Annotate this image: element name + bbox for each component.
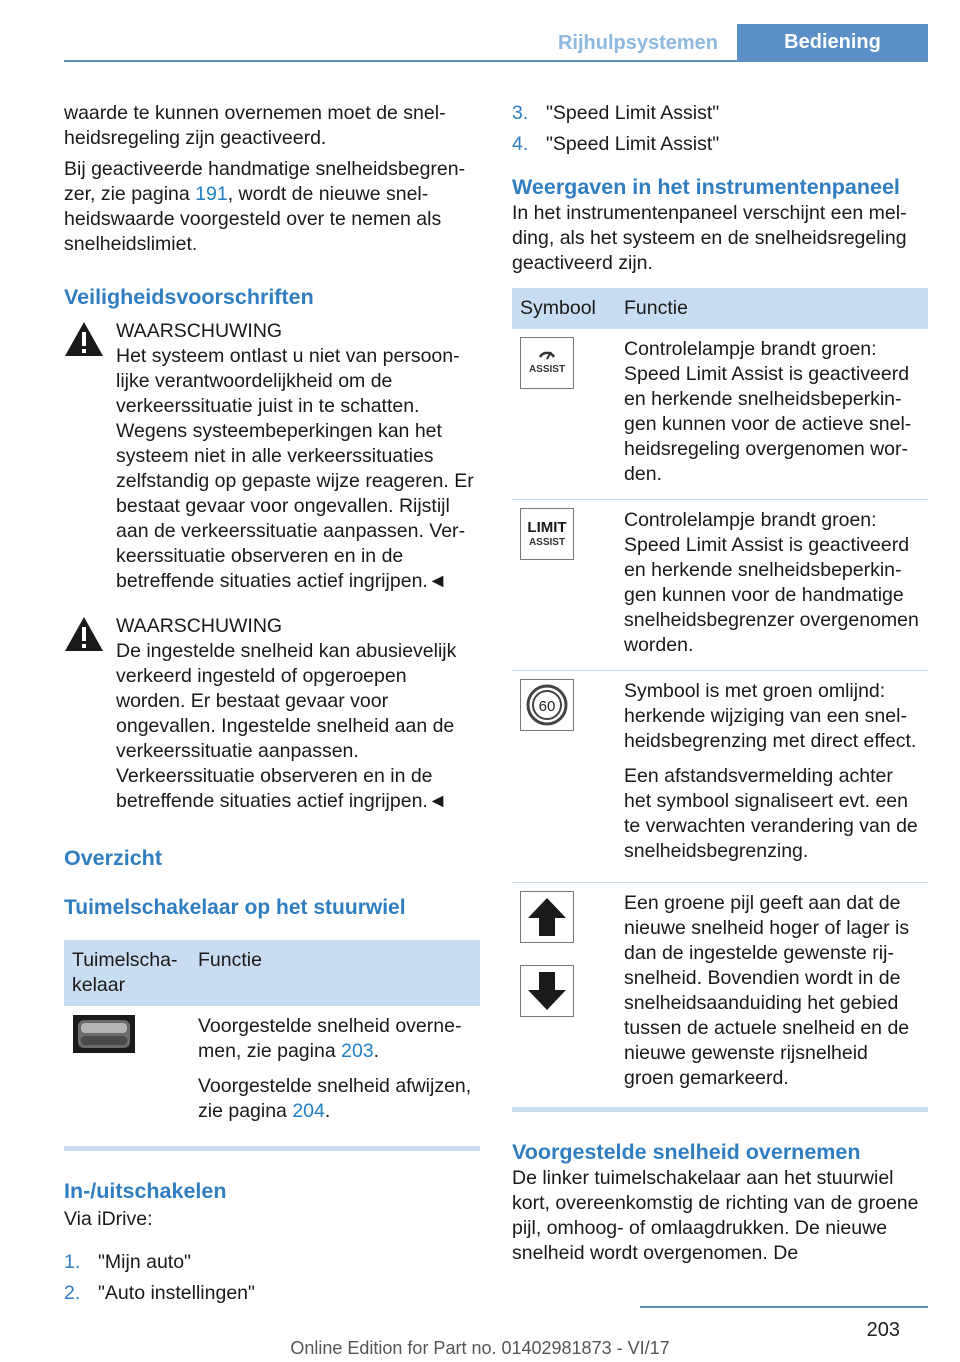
table-header-row xyxy=(64,940,480,1006)
warning-block-2 xyxy=(64,614,480,814)
svg-text:60: 60 xyxy=(538,698,556,715)
rocker-heading: Tuimelschakelaar op het stuurwiel xyxy=(64,896,406,919)
intro-paragraph-2: Bij geactiveerde handmatige snelheidsbegrenzer, zie pagina 191, wordt de nieuwe snelheidswaarde voorgesteld over te nemen als snelheidslimiet. xyxy=(64,158,466,255)
table-header-row xyxy=(512,288,928,329)
accept-paragraph: De linker tuimelschakelaar aan het stuurwiel kort, overeenkomstig de richting van de groene pijl, omhoog- of omlaagdrukken. De nieuwe snelheid wordt overgenomen. De xyxy=(512,1167,919,1264)
left-column xyxy=(64,101,480,1312)
accept-heading: Voorgestelde snelheid overnemen xyxy=(512,1140,861,1164)
header-chapter-tab[interactable]: Bediening xyxy=(737,24,928,61)
svg-text:LIMIT: LIMIT xyxy=(527,519,567,536)
via-idrive: Via iDrive: xyxy=(64,1208,153,1230)
arrow-up-icon xyxy=(520,891,574,943)
symbol-function-text: Controlelampje brandt groen: Speed Limit Assist is geactiveerd en herkende snelheidsbeperkingen kunnen voor de handmatige snelheidsbegrenzer overgenomen worden. xyxy=(616,500,928,671)
footer-rule xyxy=(640,1306,928,1308)
header-rule xyxy=(64,60,928,62)
warning-text: De ingestelde snelheid kan abusievelijk verkeerd ingesteld of opgeroepen worden. Er bestaat gevaar voor ongevallen. Ingestelde snelheid aan de verkeerssituatie aanpassen. Verkeerssituatie observeren en in de betreffende situaties actief ingrijpen.◄ xyxy=(116,640,457,812)
symbol-function-text: Controlelampje brandt groen: Speed Limit Assist is geactiveerd en herkende snelheidsbeperkingen kunnen voor de actieve snelheidsregeling overgenomen worden. xyxy=(616,329,928,500)
warning-block-1 xyxy=(64,319,480,594)
list-item: 2. "Auto instellingen" xyxy=(64,1282,255,1304)
table-row xyxy=(512,329,928,500)
assist-icon xyxy=(520,337,574,389)
footer-edition: Online Edition for Part no. 01402981873 - VI/17 xyxy=(290,1338,670,1358)
table-header-function: Functie xyxy=(616,288,928,329)
rocker-function-2: Voorgestelde snelheid afwijzen, zie pagina 204. xyxy=(198,1075,472,1122)
header-section-label: Rijhulpsystemen xyxy=(557,32,718,54)
page-link-191[interactable]: 191 xyxy=(195,183,228,205)
svg-text:ASSIST: ASSIST xyxy=(528,537,566,548)
page-link-204[interactable]: 204 xyxy=(292,1100,325,1122)
table-row xyxy=(512,500,928,671)
steps-list-left xyxy=(64,1250,480,1306)
symbol-function-text-2: Een afstandsvermelding achter het symbool signaliseert evt. een te verwachten verandering van de snelheidsbegrenzing. xyxy=(624,765,918,862)
table-header-rocker: Tuimelschakelaar xyxy=(64,940,190,1006)
limit-assist-icon xyxy=(520,508,574,560)
warning-text: Het systeem ontlast u niet van persoonlijke verantwoordelijkheid om de verkeerssituatie juist in te schatten. Wegens systeembeperkingen kan het systeem niet in alle verkeerssituaties zelfstandig op gepaste wijze reageren. Er bestaat gevaar voor ongevallen. Rijstijl aan de verkeerssituatie aanpassen. Verkeerssituatie observeren en in de betreffende situaties actief ingrijpen.◄ xyxy=(116,345,474,592)
symbol-table xyxy=(512,288,928,1103)
warning-triangle-icon xyxy=(64,616,104,652)
display-paragraph: In het instrumentenpaneel verschijnt een melding, als het systeem en de snelheidsregeling geactiveerd zijn. xyxy=(512,202,907,274)
onoff-heading: In-/uitschakelen xyxy=(64,1179,227,1203)
list-item: 4. "Speed Limit Assist" xyxy=(512,133,720,155)
rocker-table xyxy=(64,940,480,1142)
warning-triangle-icon xyxy=(64,321,104,357)
table-row xyxy=(64,1006,480,1142)
right-column xyxy=(512,101,928,1272)
overview-heading: Overzicht xyxy=(64,846,162,870)
symbol-function-text: Symbool is met groen omlijnd: herkende wijziging van een snelheidsbegrenzing met direct effect. xyxy=(624,680,917,752)
page-number: 203 xyxy=(866,1319,900,1341)
list-item: 3. "Speed Limit Assist" xyxy=(512,102,720,124)
rocker-switch-icon xyxy=(72,1014,136,1054)
table-row xyxy=(512,883,928,1104)
safety-heading: Veiligheidsvoorschriften xyxy=(64,285,314,309)
svg-text:ASSIST: ASSIST xyxy=(528,364,566,375)
page-link-203[interactable]: 203 xyxy=(341,1040,374,1062)
table-end-rule xyxy=(64,1146,480,1151)
intro-paragraph-1: waarde te kunnen overnemen moet de snelheidsregeling zijn geactiveerd. xyxy=(64,102,446,149)
warning-label: WAARSCHUWING xyxy=(116,615,283,637)
table-header-function: Functie xyxy=(190,940,480,1006)
warning-label: WAARSCHUWING xyxy=(116,320,283,342)
rocker-function-1: Voorgestelde snelheid overnemen, zie pagina 203. xyxy=(198,1015,462,1062)
table-row xyxy=(512,671,928,883)
arrow-down-icon xyxy=(520,965,574,1017)
display-heading: Weergaven in het instrumentenpaneel xyxy=(512,175,900,199)
steps-list-right xyxy=(512,101,928,157)
speed-limit-60-icon xyxy=(520,679,574,731)
table-header-symbol: Symbool xyxy=(512,288,616,329)
table-end-rule xyxy=(512,1107,928,1112)
symbol-function-text: Een groene pijl geeft aan dat de nieuwe snelheid hoger of lager is dan de ingestelde gewenste rijsnelheid. Bovendien wordt in de snelheidsaanduiding het gebied tussen de actuele snelheid en de nieuwe gewenste rijsnelheid groen gemarkeerd. xyxy=(624,892,910,1089)
list-item: 1. "Mijn auto" xyxy=(64,1251,191,1273)
